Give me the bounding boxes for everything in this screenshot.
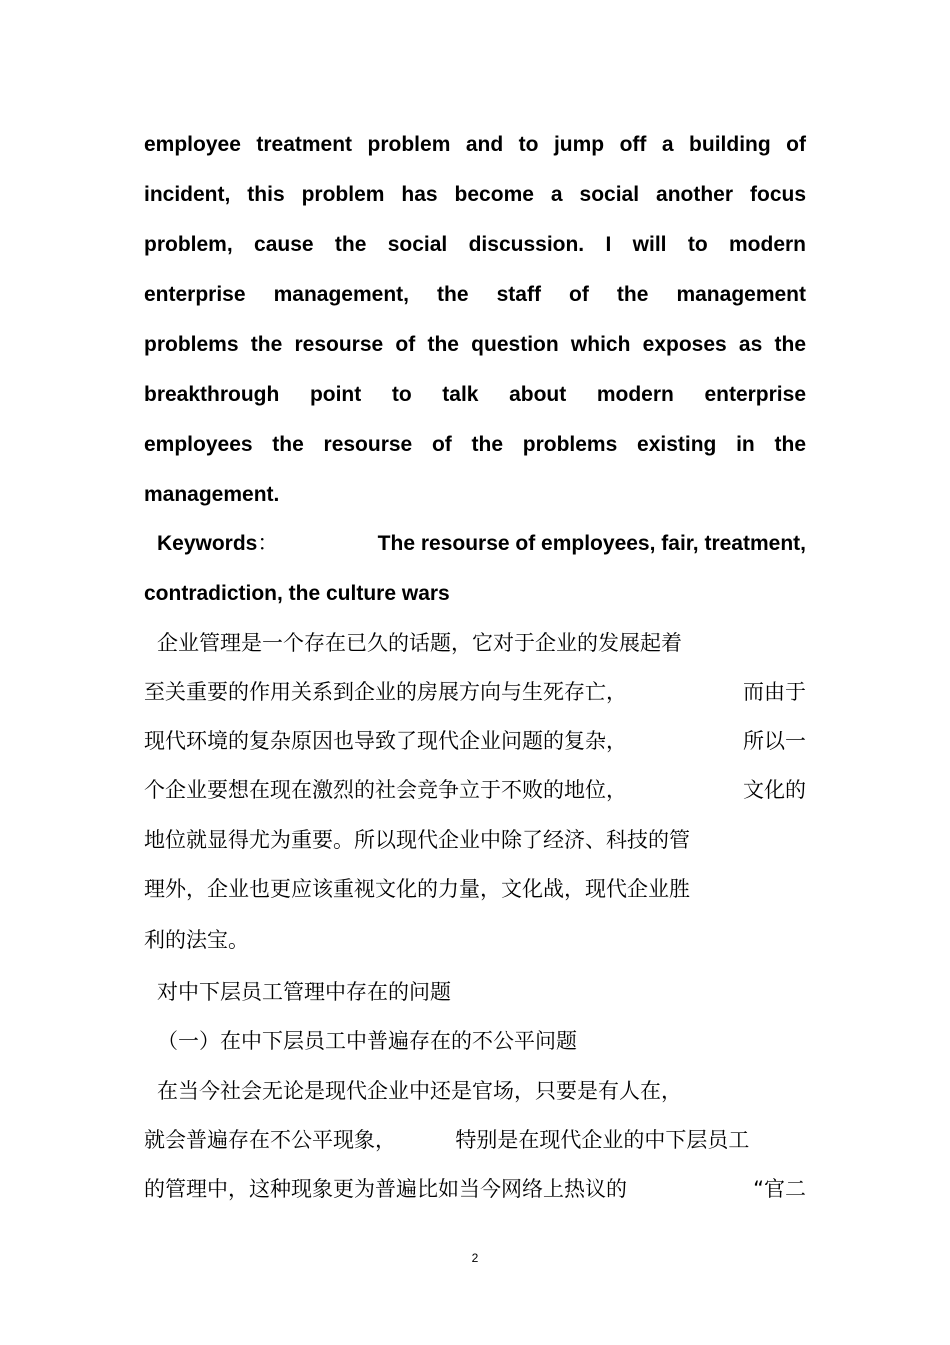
- chinese-text-segment: 所以一: [743, 729, 806, 753]
- english-body-line: enterprise management, the staff of the management: [144, 283, 806, 306]
- chinese-body-line: 利的法宝。: [144, 928, 249, 952]
- keywords-label: Keywords: [157, 532, 258, 555]
- chinese-text-segment: 就会普遍存在不公平现象，: [144, 1128, 396, 1152]
- section-heading: 对中下层员工管理中存在的问题: [157, 980, 451, 1004]
- chinese-body-line: [144, 775, 806, 805]
- keywords-line: [157, 529, 806, 559]
- chinese-text-segment: 的管理中，这种现象更为普遍比如当今网络上热议的: [144, 1177, 627, 1201]
- chinese-body-line: [144, 1174, 806, 1204]
- chinese-text-segment: 个企业要想在现在激烈的社会竞争立于不败的地位，: [144, 778, 627, 802]
- english-body-line: incident, this problem has become a social another focus: [144, 183, 806, 206]
- page-number: 2: [471, 1251, 479, 1265]
- chinese-text-segment: 文化的: [743, 778, 806, 802]
- english-body-line: breakthrough point to talk about modern enterprise: [144, 383, 806, 406]
- subsection-heading: （一）在中下层员工中普遍存在的不公平问题: [157, 1029, 577, 1053]
- english-body-line: problem, cause the social discussion. I will to modern: [144, 233, 806, 256]
- chinese-body-line: 企业管理是一个存在已久的话题，它对于企业的发展起着: [157, 631, 682, 655]
- chinese-text-segment: 至关重要的作用关系到企业的房展方向与生死存亡，: [144, 680, 627, 704]
- english-body-line: employee treatment problem and to jump off a building of: [144, 133, 806, 156]
- chinese-text-segment: “官二: [753, 1177, 806, 1201]
- keywords-label-group: [157, 529, 278, 559]
- chinese-body-line: [144, 1125, 806, 1155]
- chinese-body-line: [144, 677, 806, 707]
- keywords-continuation: contradiction, the culture wars: [144, 582, 450, 605]
- chinese-text-segment: 现代环境的复杂原因也导致了现代企业问题的复杂，: [144, 729, 627, 753]
- english-body-line: management.: [144, 483, 280, 506]
- chinese-text-segment: 而由于: [743, 680, 806, 704]
- chinese-body-line: [144, 726, 806, 756]
- english-body-line: employees the resourse of the problems existing in the: [144, 433, 806, 456]
- chinese-body-line: 地位就显得尤为重要。所以现代企业中除了经济、科技的管: [144, 828, 690, 852]
- english-body-line: problems the resourse of the question which exposes as the: [144, 333, 806, 356]
- chinese-text-segment: 特别是在现代企业的中下层员工: [455, 1128, 750, 1152]
- chinese-body-line: 理外，企业也更应该重视文化的力量，文化战，现代企业胜: [144, 877, 690, 901]
- keywords-separator: ：: [257, 532, 279, 555]
- keywords-values: The resourse of employees, fair, treatment,: [377, 532, 806, 555]
- chinese-body-line: 在当今社会无论是现代企业中还是官场，只要是有人在，: [157, 1079, 682, 1103]
